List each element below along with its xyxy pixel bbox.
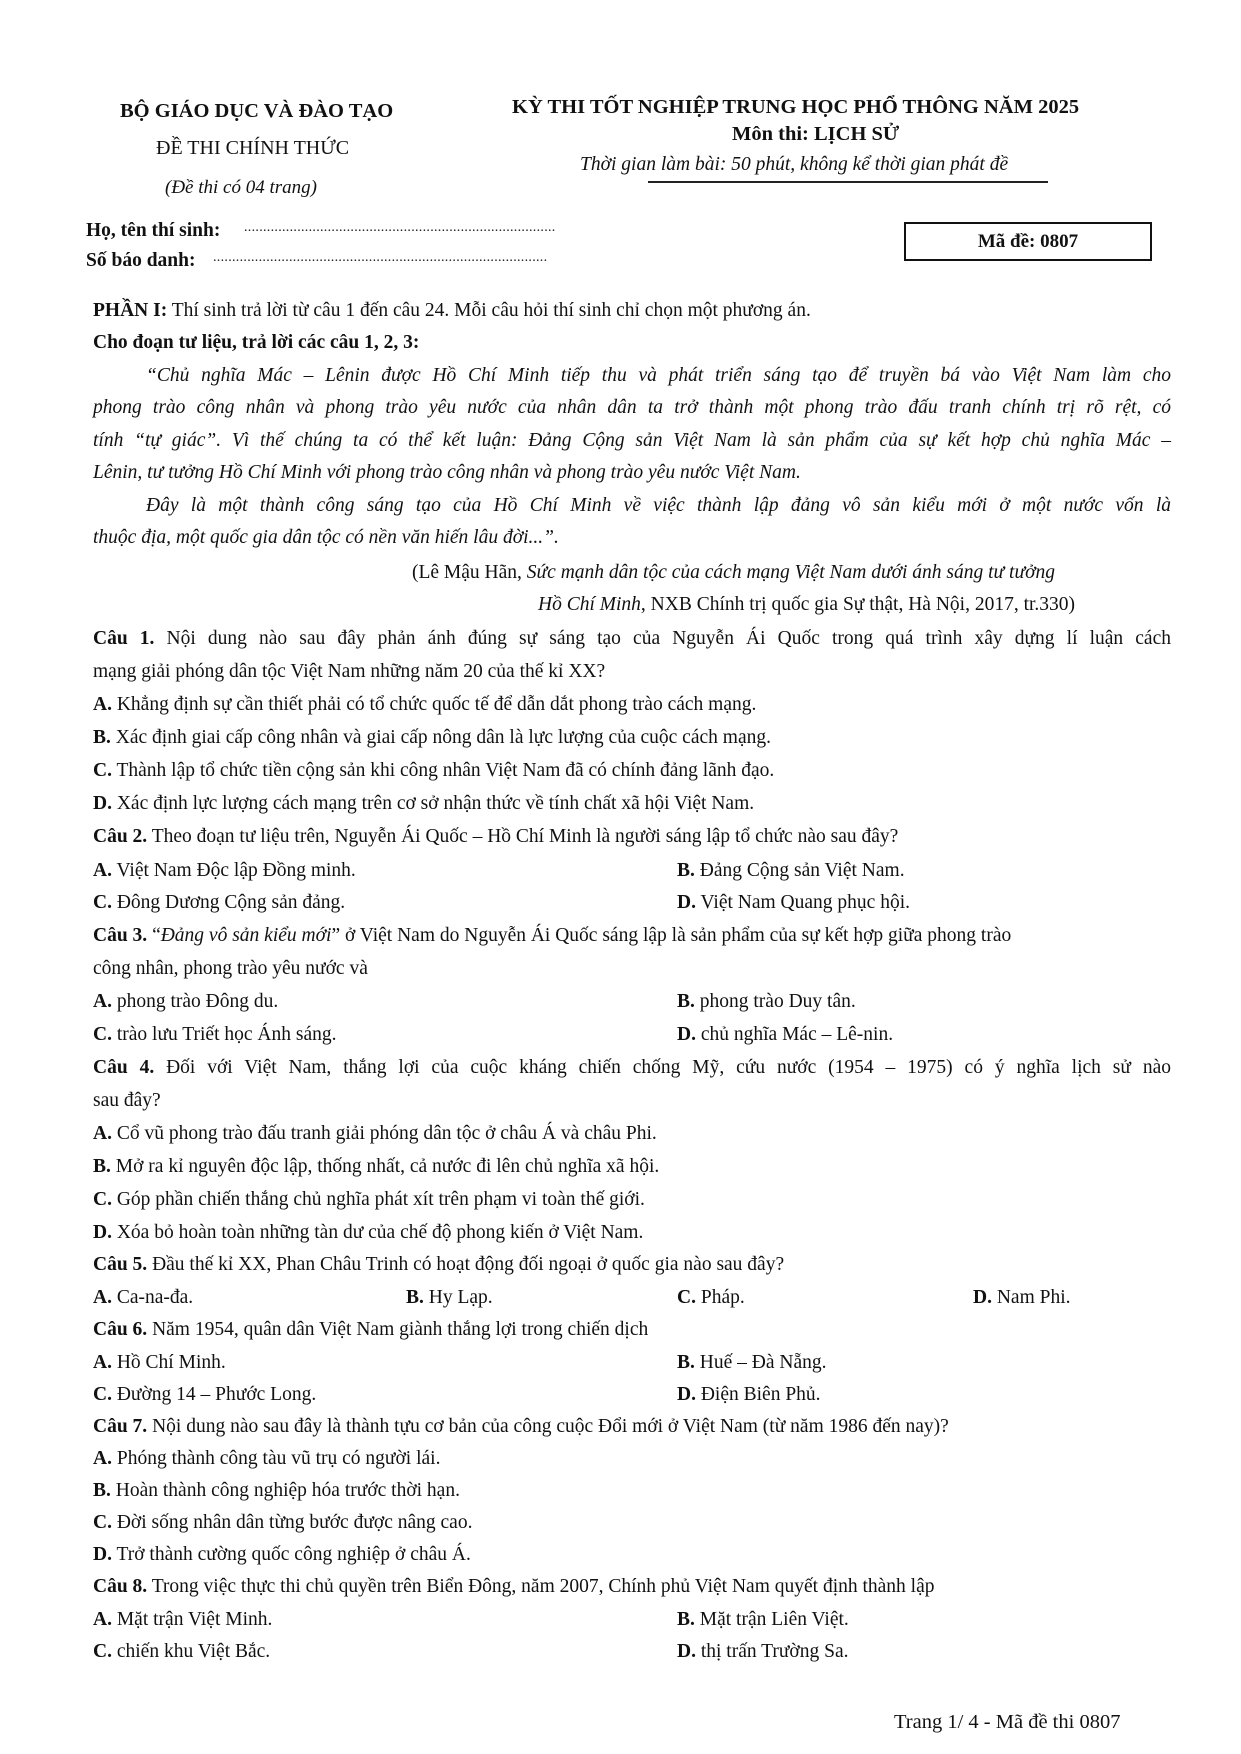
question-7-option-a[interactable] <box>93 1448 440 1470</box>
question-3-option-a[interactable] <box>93 991 278 1013</box>
question-1-option-b[interactable] <box>93 727 771 749</box>
time-note: Thời gian làm bài: 50 phút, không kể thời gian phát đề <box>580 154 1009 175</box>
option-key: C. <box>93 1512 112 1533</box>
option-key: D. <box>93 793 112 814</box>
candidate-name-label: Họ, tên thí sinh: <box>86 220 221 241</box>
question-5-option-d[interactable] <box>973 1287 1071 1309</box>
option-text: Đảng Cộng sản Việt Nam. <box>694 860 905 881</box>
option-key: A. <box>93 1352 112 1373</box>
question-8-option-d[interactable] <box>677 1641 849 1663</box>
part1-label: PHẦN I: <box>93 300 168 321</box>
question-3-stem-line-2: công nhân, phong trào yêu nước và <box>93 958 368 979</box>
question-2-option-a[interactable] <box>93 860 356 882</box>
question-6-stem <box>93 1319 648 1341</box>
candidate-name-field[interactable]: .................................................................................. <box>244 220 556 235</box>
question-2-stem <box>93 826 898 848</box>
option-key: C. <box>93 1641 112 1662</box>
question-4-stem <box>93 1057 1171 1079</box>
question-7-option-c[interactable] <box>93 1512 472 1534</box>
option-key: A. <box>93 694 112 715</box>
option-text: Xóa bỏ hoàn toàn những tàn dư của chế độ phong kiến ở Việt Nam. <box>111 1222 644 1243</box>
option-key: D. <box>677 1024 696 1045</box>
option-text: thị trấn Trường Sa. <box>695 1641 849 1662</box>
option-text: Việt Nam Quang phục hội. <box>695 892 910 913</box>
question-2-option-c[interactable] <box>93 892 345 914</box>
candidate-id-label: Số báo danh: <box>86 250 196 271</box>
option-key: A. <box>93 991 112 1012</box>
question-3-stem-text-1: ở Việt Nam do Nguyễn Ái Quốc sáng lập là sản phẩm của sự kết hợp giữa phong trào <box>340 925 1012 946</box>
option-text: Xác định lực lượng cách mạng trên cơ sở nhận thức về tính chất xã hội Việt Nam. <box>111 793 755 814</box>
question-7-option-b[interactable] <box>93 1480 460 1502</box>
option-key: D. <box>93 1544 112 1565</box>
option-text: Cổ vũ phong trào đấu tranh giải phóng dân tộc ở châu Á và châu Phi. <box>111 1123 657 1144</box>
page-count-note: (Đề thi có 04 trang) <box>165 177 317 198</box>
question-4-stem-line-2: sau đây? <box>93 1090 161 1111</box>
passage-intro: Cho đoạn tư liệu, trả lời các câu 1, 2, 3: <box>93 332 420 353</box>
passage-line-2: phong trào công nhân và phong trào yêu nước của nhân dân ta trở thành một phong trào đấu tranh chính trị rõ rệt, có <box>93 397 1171 418</box>
citation-line-2 <box>538 595 1075 615</box>
question-3-stem: Câu 3. “Đảng vô sản kiểu mới” ở Việt Nam do Nguyễn Ái Quốc sáng lập là sản phẩm của sự kết hợp giữa phong trào <box>93 925 1012 946</box>
option-key: B. <box>93 1480 111 1501</box>
part1-instruction-line <box>93 300 811 322</box>
option-text: Xác định giai cấp công nhân và giai cấp nông dân là lực lượng của cuộc cách mạng. <box>110 727 771 748</box>
option-key: B. <box>406 1287 424 1308</box>
question-5-stem <box>93 1254 784 1276</box>
option-key: D. <box>677 1641 696 1662</box>
option-text: Pháp. <box>695 1287 745 1308</box>
exam-title: KỲ THI TỐT NGHIỆP TRUNG HỌC PHỔ THÔNG NĂM 2025 <box>512 96 1080 118</box>
page-footer: Trang 1/ 4 - Mã đề thi 0807 <box>894 1711 1121 1733</box>
option-text: Hy Lạp. <box>423 1287 493 1308</box>
option-key: B. <box>93 727 111 748</box>
question-5-label: Câu 5. <box>93 1254 148 1275</box>
passage-line-6: thuộc địa, một quốc gia dân tộc có nền văn hiến lâu đời...”. <box>93 527 559 548</box>
question-4-option-b[interactable] <box>93 1156 659 1178</box>
question-6-option-b[interactable] <box>677 1352 826 1374</box>
question-4-option-a[interactable] <box>93 1123 657 1145</box>
question-7-option-d[interactable] <box>93 1544 471 1566</box>
option-key: C. <box>93 892 112 913</box>
question-8-option-b[interactable] <box>677 1609 849 1631</box>
question-4-option-d[interactable] <box>93 1222 643 1244</box>
option-text: Đường 14 – Phước Long. <box>111 1384 317 1405</box>
question-5-option-c[interactable] <box>677 1287 745 1309</box>
option-key: C. <box>677 1287 696 1308</box>
option-text: Trở thành cường quốc công nghiệp ở châu Á. <box>111 1544 471 1565</box>
option-text: Điện Biên Phủ. <box>695 1384 821 1405</box>
option-key: A. <box>93 1123 112 1144</box>
option-key: D. <box>677 892 696 913</box>
question-1-option-d[interactable] <box>93 793 754 815</box>
question-1-label: Câu 1. <box>93 628 155 649</box>
option-text: Mở ra kỉ nguyên độc lập, thống nhất, cả nước đi lên chủ nghĩa xã hội. <box>110 1156 660 1177</box>
option-text: Khẳng định sự cần thiết phải có tổ chức quốc tế để dẫn dắt phong trào cách mạng. <box>111 694 757 715</box>
option-text: Ca-na-đa. <box>111 1287 194 1308</box>
citation-title-1: Sức mạnh dân tộc của cách mạng Việt Nam dưới ánh sáng tư tưởng <box>526 562 1056 583</box>
option-key: B. <box>677 1352 695 1373</box>
question-6-label: Câu 6. <box>93 1319 148 1340</box>
question-8-label: Câu 8. <box>93 1576 148 1597</box>
option-key: A. <box>93 1448 112 1469</box>
option-key: B. <box>677 860 695 881</box>
option-text: trào lưu Triết học Ánh sáng. <box>111 1024 337 1045</box>
option-key: D. <box>677 1384 696 1405</box>
option-text: chiến khu Việt Bắc. <box>111 1641 271 1662</box>
option-text: Hồ Chí Minh. <box>111 1352 226 1373</box>
option-text: Góp phần chiến thắng chủ nghĩa phát xít trên phạm vi toàn thế giới. <box>111 1189 645 1210</box>
question-6-option-c[interactable] <box>93 1384 316 1406</box>
exam-code: Mã đề: 0807 <box>977 230 1079 252</box>
option-key: D. <box>973 1287 992 1308</box>
option-text: Huế – Đà Nẵng. <box>694 1352 827 1373</box>
citation-publisher: , NXB Chính trị quốc gia Sự thật, Hà Nội, 2017, tr.330) <box>640 594 1076 615</box>
option-text: phong trào Đông du. <box>111 991 279 1012</box>
exam-code-box <box>904 222 1152 261</box>
question-4-label: Câu 4. <box>93 1057 155 1078</box>
question-8-option-a[interactable] <box>93 1609 272 1631</box>
citation-author: (Lê Mậu Hãn, <box>412 562 527 583</box>
question-6-option-d[interactable] <box>677 1384 821 1406</box>
passage-line-3: tính “tự giác”. Vì thế chúng ta có thể kết luận: Đảng Cộng sản Việt Nam là sản phẩm của sự kết hợp chủ nghĩa Mác – <box>93 430 1171 451</box>
option-key: C. <box>93 1384 112 1405</box>
question-3-option-b[interactable] <box>677 991 856 1013</box>
question-8-option-c[interactable] <box>93 1641 270 1663</box>
question-4-option-c[interactable] <box>93 1189 645 1211</box>
citation-line-1 <box>412 563 1055 583</box>
candidate-id-field[interactable]: ........................................................................................ <box>213 250 548 265</box>
option-text: Mặt trận Liên Việt. <box>694 1609 849 1630</box>
question-1-stem <box>93 628 1171 650</box>
option-key: B. <box>677 1609 695 1630</box>
question-3-option-c[interactable] <box>93 1024 337 1046</box>
question-3-option-d[interactable] <box>677 1024 893 1046</box>
question-1-option-c[interactable] <box>93 760 774 782</box>
passage-line-1: “Chủ nghĩa Mác – Lênin được Hồ Chí Minh tiếp thu và phát triển sáng tạo để truyền bá vào Việt Nam làm cho <box>146 365 1171 386</box>
option-text: Phóng thành công tàu vũ trụ có người lái. <box>111 1448 441 1469</box>
citation-title-2: Hồ Chí Minh <box>538 594 641 615</box>
option-text: phong trào Duy tân. <box>694 991 856 1012</box>
question-2-option-b[interactable] <box>677 860 905 882</box>
option-key: B. <box>93 1156 111 1177</box>
option-key: D. <box>93 1222 112 1243</box>
option-key: B. <box>677 991 695 1012</box>
option-key: A. <box>93 1287 112 1308</box>
question-1-stem-line-2: mạng giải phóng dân tộc Việt Nam những năm 20 của thế kỉ XX? <box>93 661 606 682</box>
question-6-stem-text: Năm 1954, quân dân Việt Nam giành thắng lợi trong chiến dịch <box>147 1319 649 1340</box>
question-5-option-a[interactable] <box>93 1287 193 1309</box>
question-1-stem-text-1: Nội dung nào sau đây phản ánh đúng sự sáng tạo của Nguyễn Ái Quốc trong quá trình xây dựng lí luận cách <box>154 628 1171 649</box>
option-text: Nam Phi. <box>991 1287 1071 1308</box>
passage-line-5: Đây là một thành công sáng tạo của Hồ Chí Minh về việc thành lập đảng vô sản kiểu mới ở một nước vốn là <box>146 495 1171 516</box>
question-3-quoted-term: Đảng vô sản kiểu mới <box>160 925 332 946</box>
question-7-label: Câu 7. <box>93 1416 148 1437</box>
ministry-name: BỘ GIÁO DỤC VÀ ĐÀO TẠO <box>120 100 394 122</box>
option-text: Hoàn thành công nghiệp hóa trước thời hạn. <box>110 1480 460 1501</box>
option-text: Đời sống nhân dân từng bước được nâng cao. <box>111 1512 473 1533</box>
option-text: Thành lập tổ chức tiền cộng sản khi công nhân Việt Nam đã có chính đảng lãnh đạo. <box>111 760 775 781</box>
question-8-stem <box>93 1576 935 1598</box>
question-2-stem-text: Theo đoạn tư liệu trên, Nguyễn Ái Quốc – Hồ Chí Minh là người sáng lập tổ chức nào sau đây? <box>147 826 899 847</box>
question-5-option-b[interactable] <box>406 1287 493 1309</box>
passage-line-4: Lênin, tư tưởng Hồ Chí Minh với phong trào công nhân và phong trào yêu nước Việt Nam. <box>93 462 801 483</box>
official-exam-label: ĐỀ THI CHÍNH THỨC <box>156 137 350 159</box>
option-text: Việt Nam Độc lập Đồng minh. <box>111 860 356 881</box>
question-2-option-d[interactable] <box>677 892 910 914</box>
option-text: Đông Dương Cộng sản đảng. <box>111 892 346 913</box>
question-2-label: Câu 2. <box>93 826 148 847</box>
option-key: A. <box>93 1609 112 1630</box>
option-text: Mặt trận Việt Minh. <box>111 1609 273 1630</box>
part1-instruction: Thí sinh trả lời từ câu 1 đến câu 24. Mỗi câu hỏi thí sinh chỉ chọn một phương án. <box>167 300 811 321</box>
question-7-stem-text: Nội dung nào sau đây là thành tựu cơ bản của công cuộc Đổi mới ở Việt Nam (từ năm 1986 đến nay)? <box>147 1416 949 1437</box>
question-1-option-a[interactable] <box>93 694 756 716</box>
option-key: C. <box>93 1024 112 1045</box>
option-text: chủ nghĩa Mác – Lê-nin. <box>695 1024 894 1045</box>
question-4-stem-text-1: Đối với Việt Nam, thắng lợi của cuộc kháng chiến chống Mỹ, cứu nước (1954 – 1975) có ý nghĩa lịch sử nào <box>154 1057 1171 1078</box>
question-8-stem-text: Trong việc thực thi chủ quyền trên Biển Đông, năm 2007, Chính phủ Việt Nam quyết định thành lập <box>147 1576 935 1597</box>
question-3-label: Câu 3. <box>93 925 148 946</box>
subject-label: Môn thi: LỊCH SỬ <box>732 123 900 145</box>
option-key: C. <box>93 1189 112 1210</box>
option-key: A. <box>93 860 112 881</box>
question-5-stem-text: Đầu thế kỉ XX, Phan Châu Trinh có hoạt động đối ngoại ở quốc gia nào sau đây? <box>147 1254 785 1275</box>
question-6-option-a[interactable] <box>93 1352 226 1374</box>
question-7-stem <box>93 1416 949 1438</box>
time-note-underline <box>648 181 1048 183</box>
option-key: C. <box>93 760 112 781</box>
